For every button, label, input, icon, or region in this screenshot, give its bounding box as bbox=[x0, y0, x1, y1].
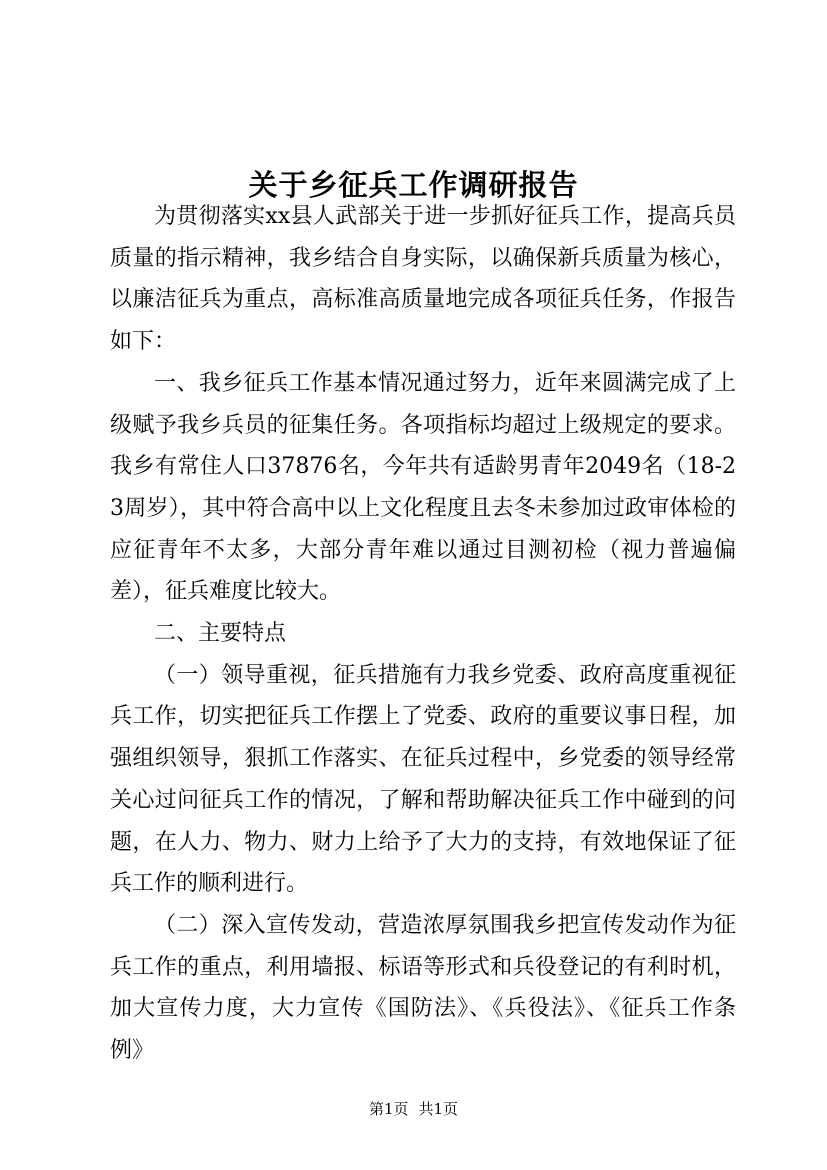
page-footer bbox=[0, 1099, 827, 1119]
page-number: 第1页 bbox=[368, 1100, 409, 1118]
paragraph-intro: 为贯彻落实xx县人武部关于进一步抓好征兵工作，提高兵员质量的指示精神，我乡结合自身实际，以确保新兵质量为核心，以廉洁征兵为重点，高标准高质量地完成各项征兵任务，作报告如下： bbox=[110, 204, 736, 355]
document-title: 关于乡征兵工作调研报告 bbox=[248, 168, 579, 203]
paragraph-section-2-heading: 二、主要特点 bbox=[154, 621, 287, 647]
paragraph-subsection-1: （一）领导重视，征兵措施有力我乡党委、政府高度重视征兵工作，切实把征兵工作摆上了党委、政府的重要议事日程，加强组织领导，狠抓工作落实、在征兵过程中，乡党委的领导经常关心过问征兵工作的情况，了解和帮助解决征兵工作中碰到的问题，在人力、物力、财力上给予了大力的支持，有效地保证了征兵工作的顺利进行。 bbox=[110, 662, 736, 897]
paragraph-section-1: 一、我乡征兵工作基本情况通过努力，近年来圆满完成了上级赋予我乡兵员的征集任务。各项指标均超过上级规定的要求。我乡有常住人口37876名，今年共有适龄男青年2049名（18-23周岁），其中符合高中以上文化程度且去冬未参加过政审体检的应征青年不太多，大部分青年难以通过目测初检（视力普遍偏差），征兵难度比较大。 bbox=[110, 370, 736, 605]
page-total: 共1页 bbox=[418, 1100, 459, 1118]
document-body bbox=[110, 196, 736, 1072]
paragraph-subsection-2: （二）深入宣传发动，营造浓厚氛围我乡把宣传发动作为征兵工作的重点，利用墙报、标语等形式和兵役登记的有利时机，加大宣传力度，大力宣传《国防法》、《兵役法》、《征兵工作条例》 bbox=[110, 912, 736, 1064]
